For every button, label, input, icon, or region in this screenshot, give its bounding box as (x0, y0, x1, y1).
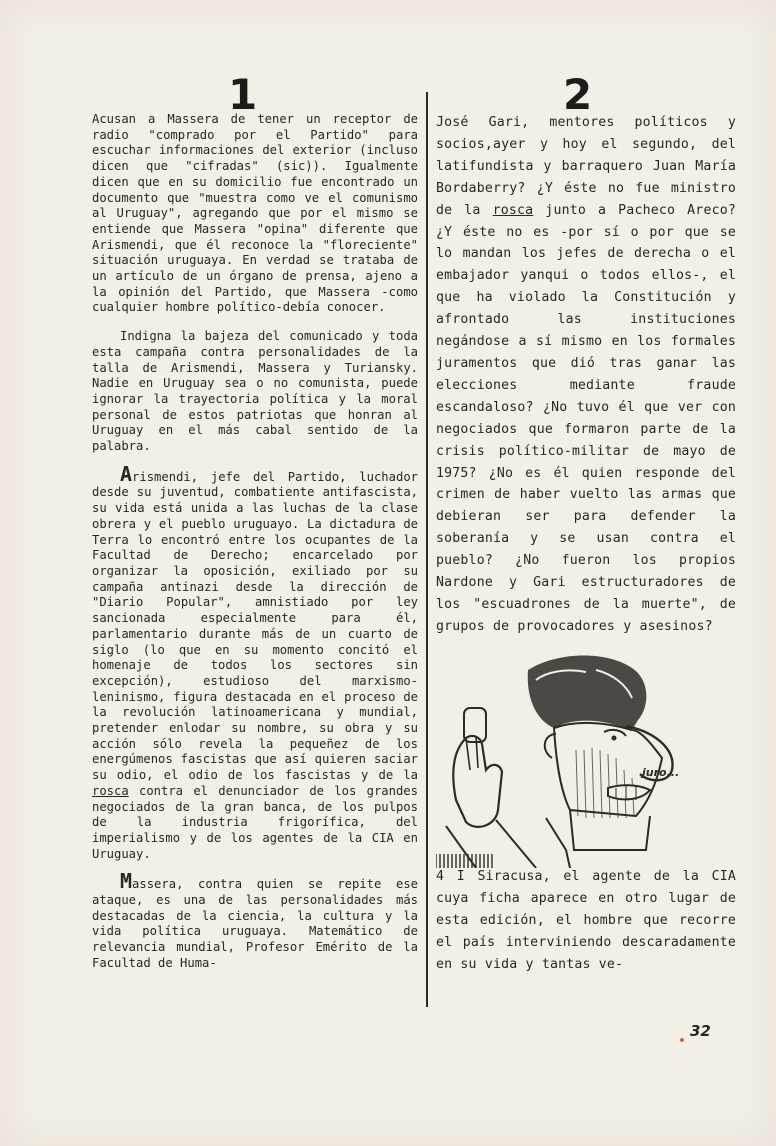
column-divider (426, 92, 428, 1007)
paragraph-4 (92, 869, 418, 971)
column-number-1: 1 (228, 70, 258, 119)
cartoon-illustration (436, 650, 698, 868)
paragraph-3-text-b: contra el denunciador de los grandes negociados de la gran banca, de los pulpos de la industria frigorífica, del imperialismo y de los agentes de la CIA en Uruguay. (92, 783, 418, 861)
column-2-text (436, 112, 736, 638)
column-1 (92, 112, 418, 972)
paragraph-4-text: assera, contra quien se repite ese ataque, es una de las personalidades más destacadas de la ciencia, la cultura y la vida política uruguaya. Matemático de relevancia mundial, Profesor Emérito de la Facultad de Huma- (92, 877, 418, 970)
page-number: 32 (690, 1022, 711, 1040)
column-2 (436, 112, 736, 638)
column-number-2: 2 (563, 70, 593, 119)
paragraph-3 (92, 461, 418, 863)
drop-cap-m: M (120, 869, 133, 894)
underlined-word-rosca: rosca (92, 783, 129, 798)
column-2-text-a: José Gari, mentores políticos y socios,ayer y hoy el segundo, del latifundista y barraquero Juan María Bordaberry? ¿Y éste no fue ministro de la (436, 115, 736, 218)
paragraph-1: Acusan a Massera de tener un receptor de radio "comprado por el Partido" para escuchar informaciones del exterior (incluso dicen que "cifradas" (sic)). Igualmente dicen que en su domicilio fue encontrado un documento que "muestra como ve el comunismo al Uruguay", agregando que por el mismo se entiende que Massera "opina" diferente que Arismendi, que él reconoce la "floreciente" situación uruguaya. En verdad se trataba de un artículo de un órgano de prensa, ajeno a la opinión del Partido, que Massera -como cualquier hombre político-debía conocer. (92, 112, 418, 315)
ink-dot (680, 1038, 684, 1042)
drop-cap-a: A (120, 461, 133, 486)
column-2-caption: 4 I Siracusa, el agente de la CIA cuya ficha aparece en otro lugar de esta edición, el hombre que recorre el país interviniendo descaradamente en su vida y tantas ve- (436, 869, 736, 972)
caption-continuation (436, 866, 736, 976)
paragraph-2: Indigna la bajeza del comunicado y toda esta campaña contra personalidades de la talla de Arismendi, Massera y Turiansky. Nadie en Uruguay sea o no comunista, puede ignorar la trayectoria política y la moral personal de estos patriotas que honran al Uruguay en el más cabal sentido de la palabra. (92, 329, 418, 454)
cartoon-speech-label: juro... (642, 766, 680, 779)
column-2-text-b: junto a Pacheco Areco? ¿Y éste no es -por sí o por que se lo mandan los jefes de derecha o el embajador yanqui o todos ellos-, el que ha violado la Constitución y afrontado las instituciones negándose a sí mismo en los formales juramentos que dió tras ganar las elecciones mediante fraude escandaloso? ¿No tuvo él que ver con negociados que formaron parte de la crisis político-militar de mayo de 1975? ¿No es él quien responde del crimen de haber vuelto las armas que debieran ser para defender la soberanía y se usan contra el pueblo? ¿No fueron los propios Nardone y Gari estructuradores de los "escuadrones de la muerte", de grupos de provocadores y asesinos? (436, 202, 736, 634)
underlined-word-rosca-2: rosca (492, 202, 534, 218)
paragraph-3-text-a: rismendi, jefe del Partido, luchador desde su juventud, combatiente antifascista, su vida está unida a las luchas de la clase obrera y el pueblo uruguayo. La dictadura de Terra lo encontró entre los ocupantes de la Facultad de Derecho; encarcelado por organizar la oposición, exiliado por su campaña antinazi desde la dirección de "Diario Popular", amnistiado por ley sancionada especialmente para él, parlamentario durante más de un cuarto de siglo (lo que en su momento concitó el homenaje de todos los sectores sin excepción), estudioso del marxismo-leninismo, figura destacada en el proceso de la revolución latinoamericana y mundial, pretender enlodar su nombre, su obra y su acción sólo revela la pequeñez de los energúmenos fascistas que así quieren saciar su odio, el odio de los fascistas y de la (92, 469, 418, 783)
